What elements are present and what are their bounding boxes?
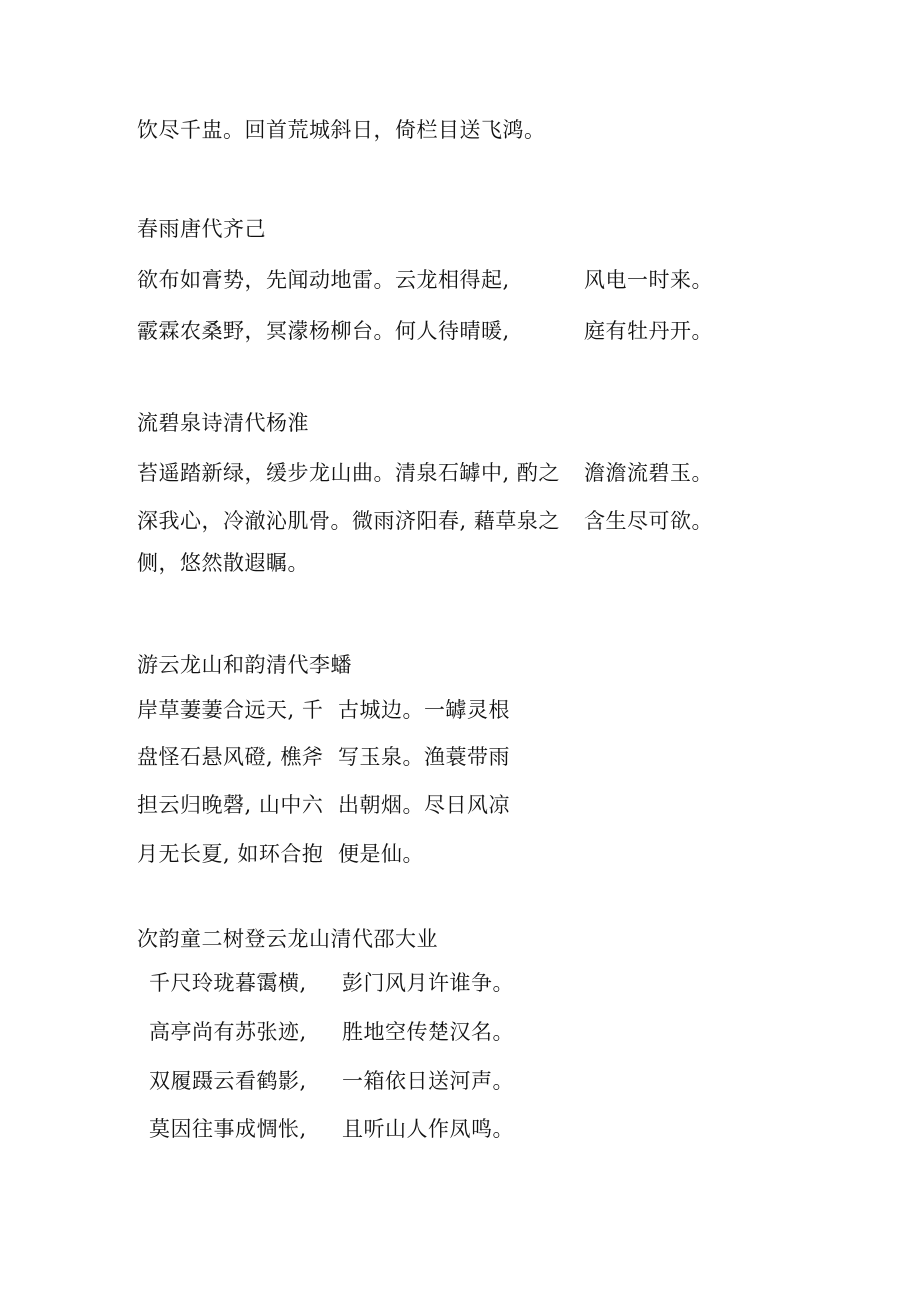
poem-title: 游云龙山和韵清代李蟠 [137, 653, 352, 677]
poem-line: 一箱依日送河声。 [342, 1069, 514, 1093]
poem-line: 胜地空传楚汉名。 [342, 1020, 514, 1044]
poem-line: 且听山人作凤鸣。 [342, 1117, 514, 1141]
poem-line: 侧，悠然散遐瞩。 [137, 551, 309, 575]
poem-line: 双履蹑云看鹤影, [149, 1069, 307, 1093]
poem-line: 莫因往事成惆怅, [149, 1117, 307, 1141]
poem-line: 盘怪石悬风磴, 樵斧 [137, 745, 324, 769]
poem-line: 担云归晚磬, 山中六 [137, 793, 324, 817]
poem-title: 流碧泉诗清代杨淮 [137, 411, 309, 435]
poem-line: 风电一时来。 [584, 268, 713, 292]
poem-line: 千尺玲珑暮霭横, [149, 971, 307, 995]
poem-line: 霰霖农桑野，冥濛杨柳台。何人待晴暖, [137, 319, 510, 343]
intro-line: 饮尽千盅。回首荒城斜日，倚栏目送飞鸿。 [137, 118, 546, 142]
poem-line: 深我心，冷澈沁肌骨。微雨济阳春, 藉草泉之 [137, 509, 560, 533]
poem-line: 古城边。一罅灵根 [338, 698, 510, 722]
poem-line: 苔遥踏新绿，缓步龙山曲。清泉石罅中, 酌之 [137, 461, 560, 485]
poem-title: 次韵童二树登云龙山清代邵大业 [137, 927, 438, 951]
poem-line: 月无长夏, 如环合抱 [137, 842, 324, 866]
poem-line: 出朝烟。尽日风凉 [338, 793, 510, 817]
poem-line: 庭有牡丹开。 [584, 319, 713, 343]
poem-title: 春雨唐代齐己 [137, 217, 266, 241]
poem-line: 便是仙。 [338, 842, 424, 866]
poem-line: 写玉泉。渔蓑带雨 [338, 745, 510, 769]
poem-line: 含生尽可欲。 [584, 509, 713, 533]
poem-line: 高亭尚有苏张迹, [149, 1020, 307, 1044]
poem-line: 欲布如膏势，先闻动地雷。云龙相得起, [137, 268, 510, 292]
poem-line: 澹澹流碧玉。 [584, 461, 713, 485]
poem-line: 岸草萋萋合远天, 千 [137, 698, 324, 722]
poem-line: 彭门风月许谁争。 [342, 971, 514, 995]
